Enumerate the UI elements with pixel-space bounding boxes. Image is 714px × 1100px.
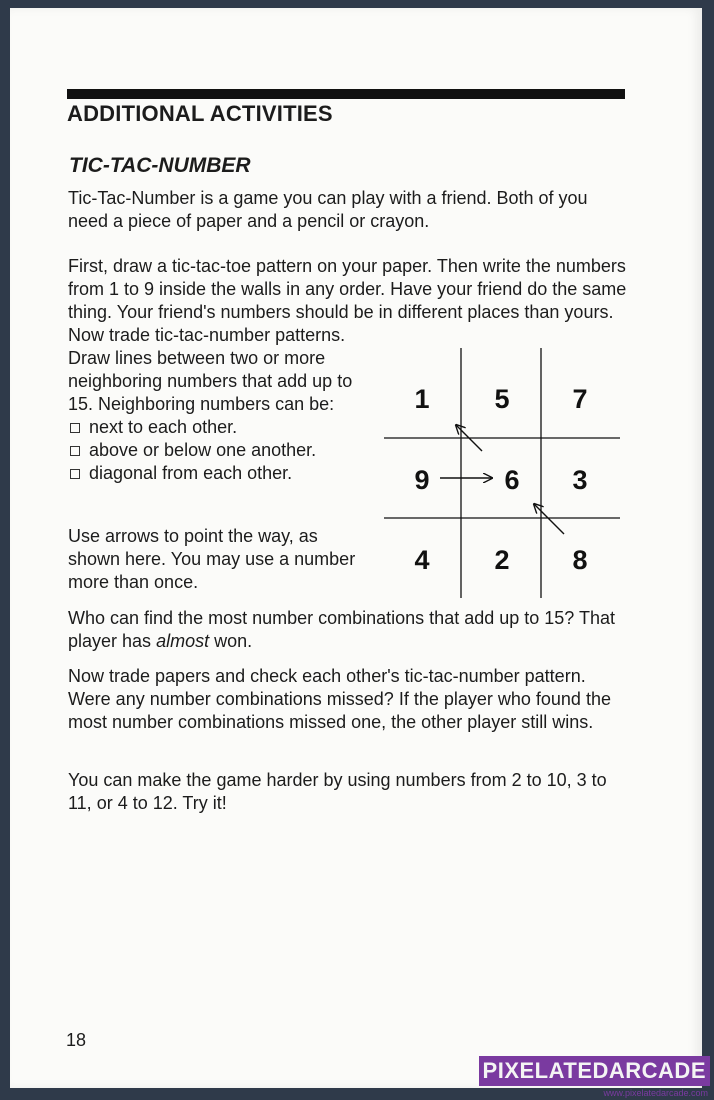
watermark-logo: PIXELATEDARCADE — [479, 1056, 710, 1086]
question-text: Who can find the most number combinations that add up to 15? That player has — [68, 608, 615, 651]
grid-number: 9 — [414, 465, 430, 495]
list-item-label: above or below one another. — [89, 440, 317, 460]
grid-number: 1 — [414, 384, 430, 414]
question-paragraph — [68, 607, 628, 653]
tic-tac-number-grid — [384, 348, 620, 598]
grid-number: 2 — [494, 545, 510, 575]
emphasis-text: almost — [156, 631, 210, 651]
setup-paragraph: First, draw a tic-tac-toe pattern on your paper. Then write the numbers from 1 to 9 inside the walls in any order. Have your friend do the same thing. Your friend's numbers should be in different places than yours. Now trade tic-tac-number patterns. — [68, 256, 627, 345]
grid-number: 3 — [572, 465, 588, 495]
page-number: 18 — [66, 1030, 87, 1050]
list-item-label: diagonal from each other. — [89, 463, 293, 483]
list-item — [68, 439, 358, 462]
grid-number: 7 — [572, 384, 588, 414]
heading-rule — [67, 89, 625, 99]
grid-number: 6 — [504, 465, 520, 495]
list-item — [68, 462, 358, 485]
intro-paragraph: Tic-Tac-Number is a game you can play with a friend. Both of you need a piece of paper and a pencil or crayon. — [68, 188, 588, 231]
checkbox-bullet-icon — [70, 446, 80, 456]
arrow-diagonal-icon — [534, 504, 564, 534]
neighbor-list — [68, 416, 358, 485]
grid-diagram — [384, 348, 620, 598]
list-item — [68, 416, 358, 439]
checkbox-bullet-icon — [70, 423, 80, 433]
grid-number: 8 — [572, 545, 588, 575]
list-item-label: next to each other. — [89, 417, 238, 437]
grid-number: 5 — [494, 384, 510, 414]
trade-papers-paragraph: Now trade papers and check each other's tic-tac-number pattern. Were any number combinations missed? If the player who found the most number combinations missed one, the other player still wins. — [68, 666, 611, 732]
section-heading: ADDITIONAL ACTIVITIES — [67, 101, 333, 126]
draw-lines-text: Draw lines between two or more neighboring numbers that add up to 15. Neighboring numbers can be: — [68, 348, 353, 414]
game-title: TIC-TAC-NUMBER — [69, 154, 251, 177]
watermark-url: www.pixelatedarcade.com — [603, 1088, 708, 1098]
manual-page — [10, 8, 702, 1088]
question-text-end: won. — [209, 631, 253, 651]
harder-paragraph: You can make the game harder by using numbers from 2 to 10, 3 to 11, or 4 to 12. Try it! — [68, 770, 607, 813]
checkbox-bullet-icon — [70, 469, 80, 479]
arrows-note: Use arrows to point the way, as shown here. You may use a number more than once. — [68, 526, 356, 592]
rules-block — [68, 347, 358, 485]
grid-number: 4 — [414, 545, 430, 575]
